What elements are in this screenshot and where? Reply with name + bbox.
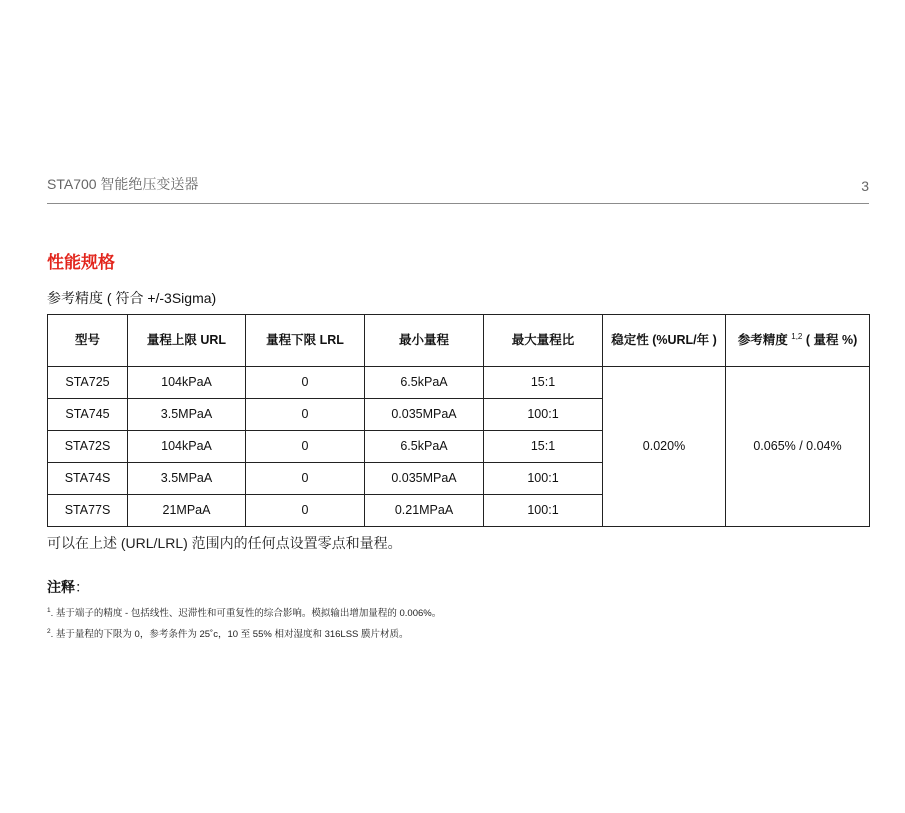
cell-turndown: 100:1 bbox=[484, 495, 603, 527]
footnote-1 bbox=[47, 605, 441, 619]
cell-url: 21MPaA bbox=[128, 495, 246, 527]
header-max-turndown: 最大量程比 bbox=[484, 315, 603, 367]
header-stability: 稳定性 (%URL/年 ) bbox=[603, 315, 726, 367]
header-accuracy-footnote-ref: 1,2 bbox=[791, 331, 803, 341]
cell-min-span: 6.5kPaA bbox=[365, 431, 484, 463]
cell-min-span: 0.21MPaA bbox=[365, 495, 484, 527]
header-url: 量程上限 URL bbox=[128, 315, 246, 367]
header-lrl: 量程下限 LRL bbox=[246, 315, 365, 367]
header-model: 型号 bbox=[48, 315, 128, 367]
cell-model: STA77S bbox=[48, 495, 128, 527]
header-accuracy bbox=[726, 315, 870, 367]
cell-model: STA74S bbox=[48, 463, 128, 495]
cell-accuracy: 0.065% / 0.04% bbox=[726, 367, 870, 527]
cell-url: 104kPaA bbox=[128, 367, 246, 399]
cell-min-span: 0.035MPaA bbox=[365, 463, 484, 495]
header-min-span: 最小量程 bbox=[365, 315, 484, 367]
cell-lrl: 0 bbox=[246, 399, 365, 431]
document-title: STA700 智能绝压变送器 bbox=[47, 176, 199, 192]
table-caption: 参考精度 ( 符合 +/-3Sigma) bbox=[47, 290, 217, 306]
cell-turndown: 100:1 bbox=[484, 463, 603, 495]
page-number: 3 bbox=[861, 178, 869, 194]
cell-url: 104kPaA bbox=[128, 431, 246, 463]
footnote-text: . 基于量程的下限为 0，参考条件为 25˚c，10 至 55% 相对湿度和 316LSS 膜片材质。 bbox=[50, 629, 409, 640]
notes-title-text: 注释 bbox=[47, 579, 75, 595]
footnote-marker: 1 bbox=[47, 606, 51, 614]
cell-turndown: 15:1 bbox=[484, 367, 603, 399]
specs-table bbox=[47, 314, 870, 527]
cell-url: 3.5MPaA bbox=[128, 463, 246, 495]
footnote-text: . 基于端子的精度 - 包括线性、迟滞性和可重复性的综合影响。模拟输出增加量程的 0.006%。 bbox=[50, 608, 442, 619]
cell-stability: 0.020% bbox=[603, 367, 726, 527]
notes-title-colon: ： bbox=[75, 579, 89, 595]
header-accuracy-label: 参考精度 bbox=[737, 333, 788, 348]
cell-model: STA725 bbox=[48, 367, 128, 399]
page-header bbox=[47, 174, 869, 204]
table-header-row bbox=[48, 315, 870, 367]
cell-lrl: 0 bbox=[246, 431, 365, 463]
section-title: 性能规格 bbox=[47, 253, 115, 272]
range-note: 可以在上述 (URL/LRL) 范围内的任何点设置零点和量程。 bbox=[47, 535, 402, 551]
cell-min-span: 0.035MPaA bbox=[365, 399, 484, 431]
cell-turndown: 15:1 bbox=[484, 431, 603, 463]
footnote-marker: 2 bbox=[47, 627, 51, 635]
cell-turndown: 100:1 bbox=[484, 399, 603, 431]
footnote-2 bbox=[47, 626, 409, 640]
cell-min-span: 6.5kPaA bbox=[365, 367, 484, 399]
cell-url: 3.5MPaA bbox=[128, 399, 246, 431]
notes-title bbox=[47, 577, 89, 597]
header-accuracy-unit: ( 量程 %) bbox=[802, 333, 858, 348]
cell-model: STA72S bbox=[48, 431, 128, 463]
table-row bbox=[48, 367, 870, 399]
cell-model: STA745 bbox=[48, 399, 128, 431]
cell-lrl: 0 bbox=[246, 367, 365, 399]
cell-lrl: 0 bbox=[246, 495, 365, 527]
cell-lrl: 0 bbox=[246, 463, 365, 495]
